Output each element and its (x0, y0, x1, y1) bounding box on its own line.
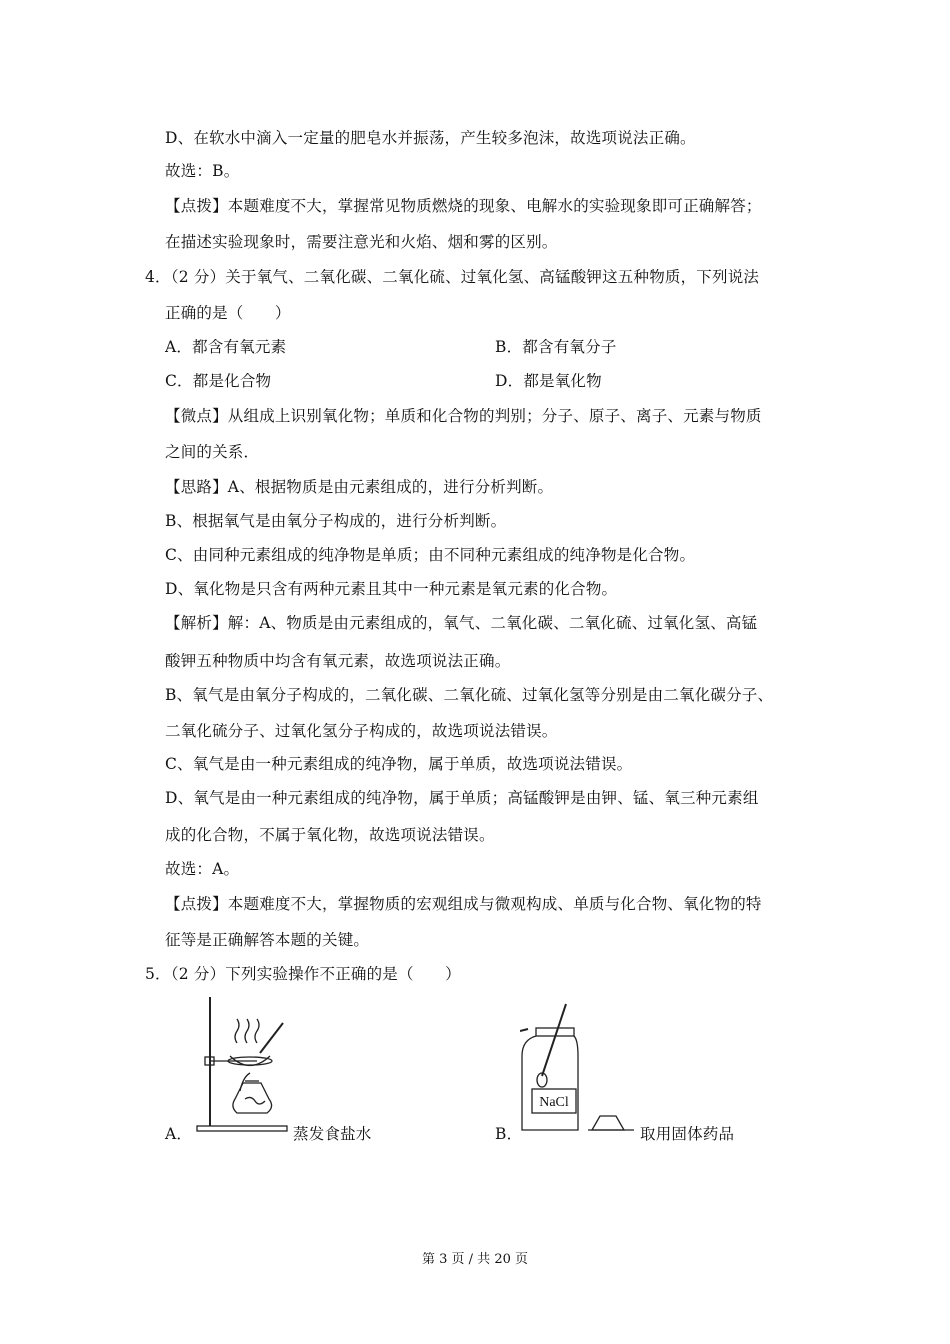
evaporation-apparatus-figure (195, 995, 291, 1135)
q4-point-line2: 之间的关系． (165, 443, 260, 461)
q4-option-b: B．都含有氧分子 (495, 338, 617, 356)
q4-tip-line2: 征等是正确解答本题的关键。 (165, 931, 370, 949)
q4-stem-line1: 4．（2 分）关于氧气、二氧化碳、二氧化硫、过氧化氢、高锰酸钾这五种物质，下列说法 (145, 268, 760, 286)
solid-reagent-figure (520, 1000, 638, 1136)
q4-option-d: D．都是氧化物 (495, 372, 602, 390)
q4-idea-line4: D、氧化物是只含有两种元素且其中一种元素是氧元素的化合物。 (165, 580, 618, 598)
q3-option-d-analysis: D、在软水中滴入一定量的肥皂水并振荡，产生较多泡沫，故选项说法正确。 (165, 129, 696, 147)
q4-point-line1: 【微点】从组成上识别氧化物；单质和化合物的判别；分子、原子、离子、元素与物质 (165, 407, 762, 425)
q3-tip-line1: 【点拨】本题难度不大，掌握常见物质燃烧的现象、电解水的实验现象即可正确解答； (165, 197, 762, 215)
q4-idea-line3: C、由同种元素组成的纯净物是单质；由不同种元素组成的纯净物是化合物。 (165, 546, 696, 564)
q4-idea-line2: B、根据氧气是由氧分子构成的，进行分析判断。 (165, 512, 507, 530)
q4-idea-line1: 【思路】A、根据物质是由元素组成的，进行分析判断。 (165, 478, 554, 496)
page-footer: 第 3 页 / 共 20 页 (422, 1252, 528, 1267)
q4-solution-line4: 二氧化硫分子、过氧化氢分子构成的，故选项说法错误。 (165, 722, 558, 740)
q4-solution-line6: D、氧气是由一种元素组成的纯净物，属于单质；高锰酸钾是由钾、锰、氧三种元素组 (165, 789, 759, 807)
q4-solution-line3: B、氧气是由氧分子构成的，二氧化碳、二氧化硫、过氧化氢等分别是由二氧化碳分子、 (165, 686, 774, 704)
bottle-stopper (592, 1116, 624, 1130)
q5-option-b-caption: 取用固体药品 (640, 1125, 735, 1143)
q3-tip-line2: 在描述实验现象时，需要注意光和火焰、烟和雾的区别。 (165, 233, 558, 251)
bottle-label-text: NaCl (539, 1095, 569, 1110)
q5-stem: 5．（2 分）下列实验操作不正确的是（ ） (145, 965, 461, 983)
q4-option-c: C．都是化合物 (165, 372, 272, 390)
q4-option-a: A．都含有氧元素 (165, 338, 287, 356)
q4-tip-line1: 【点拨】本题难度不大，掌握物质的宏观组成与微观构成、单质与化合物、氧化物的特 (165, 895, 762, 913)
q4-answer: 故选：A。 (165, 860, 240, 878)
medicine-spoon (542, 1004, 566, 1076)
q4-solution-line1: 【解析】解：A、物质是由元素组成的，氧气、二氧化碳、二氧化硫、过氧化氢、高锰 (165, 614, 758, 632)
glass-rod (260, 1023, 283, 1053)
q5-option-a-caption: 蒸发食盐水 (293, 1125, 372, 1143)
q5-option-b-letter: B． (495, 1125, 523, 1143)
q4-solution-line5: C、氧气是由一种元素组成的纯净物，属于单质，故选项说法错误。 (165, 755, 633, 773)
q3-answer: 故选：B。 (165, 162, 240, 180)
q5-option-a-letter: A． (165, 1125, 193, 1143)
q4-solution-line7: 成的化合物，不属于氧化物，故选项说法错误。 (165, 826, 495, 844)
q4-stem-line2: 正确的是（ ） (165, 304, 291, 322)
q4-solution-line2: 酸钾五种物质中均含有氧元素，故选项说法正确。 (165, 652, 511, 670)
stand-base (197, 1126, 287, 1131)
